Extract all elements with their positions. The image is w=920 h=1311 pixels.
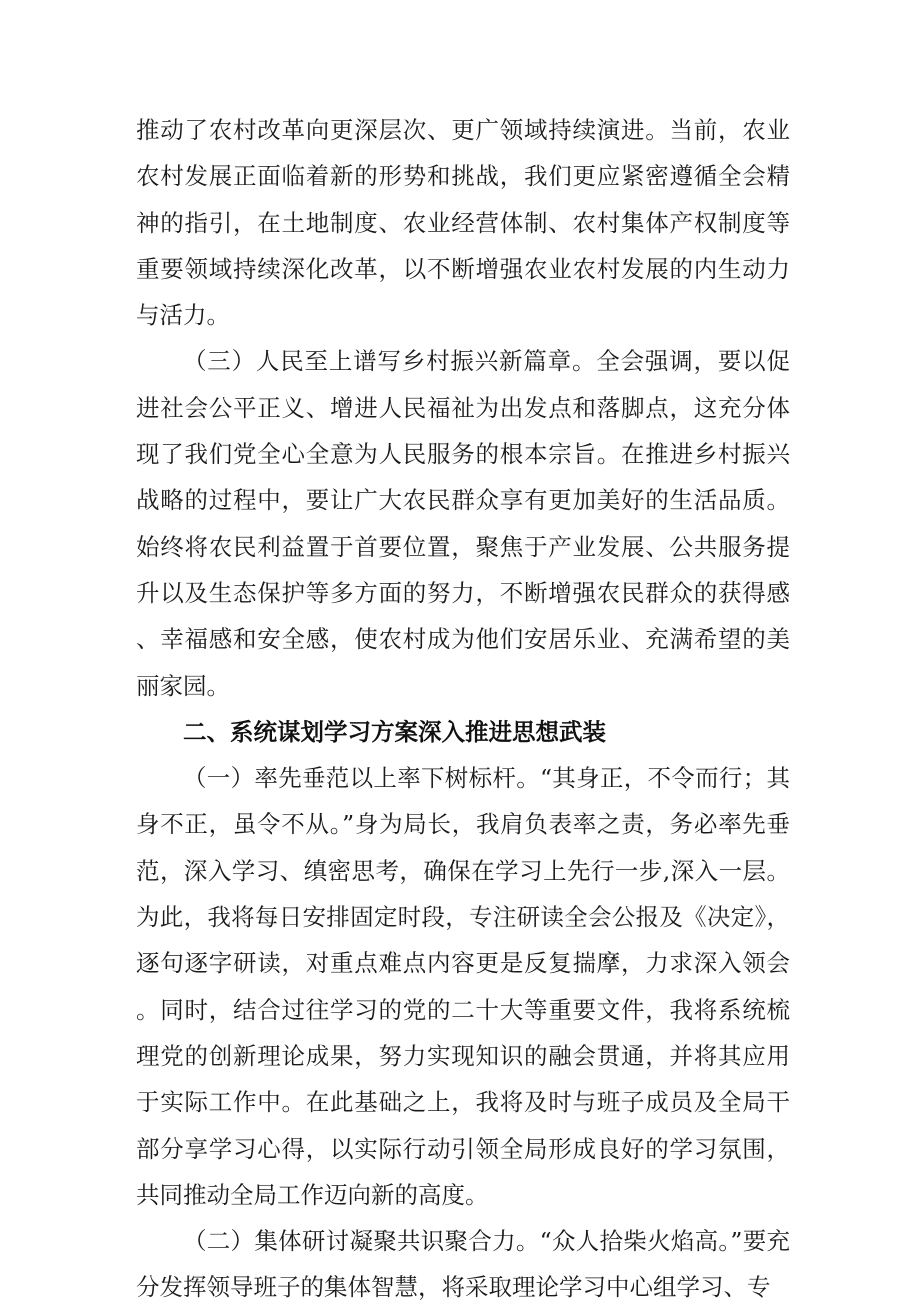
paragraph-section-3: （三）人民至上谱写乡村振兴新篇章。全会强调，要以促进社会公平正义、增进人民福祉为出发点和落脚点，这充分体现了我们党全心全意为人民服务的根本宗旨。在推进乡村振兴战略的过程中，要让广大农民群众享有更加美好的生活品质。始终将农民利益置于首要位置，聚焦于产业发展、公共服务提升以及生态保护等多方面的努力，不断增强农民群众的获得感、幸福感和安全感，使农村成为他们安居乐业、充满希望的美丽家园。 xyxy=(136,347,790,700)
paragraph-subsection-1: （一）率先垂范以上率下树标杆。“其身正，不令而行；其身不正，虽令不从。”身为局长，我肩负表率之责，务必率先垂范，深入学习、缜密思考，确保在学习上先行一步,深入一层。为此，我将每日安排固定时段，专注研读全会公报及《决定》，逐句逐字研读，对重点难点内容更是反复揣摩，力求深入领会。同时，结合过往学习的党的二十大等重要文件，我将系统梳理党的创新理论成果，努力实现知识的融会贯通，并将其应用于实际工作中。在此基础之上，我将及时与班子成员及全局干部分享学习心得，以实际行动引领全局形成良好的学习氛围，共同推动全局工作迈向新的高度。 xyxy=(136,764,790,1209)
paragraph-subsection-2: （二）集体研讨凝聚共识聚合力。“众人拾柴火焰高。”要充分发挥领导班子的集体智慧，将采取理论学习中心组学习、专 xyxy=(136,1227,790,1302)
document-body xyxy=(136,107,790,1311)
paragraph-continuation: 推动了农村改革向更深层次、更广领域持续演进。当前，农业农村发展正面临着新的形势和挑战，我们更应紧密遵循全会精神的指引，在土地制度、农业经营体制、农村集体产权制度等重要领域持续深化改革，以不断增强农业农村发展的内生动力与活力。 xyxy=(136,116,790,330)
section-heading-2: 二、系统谋划学习方案深入推进思想武装 xyxy=(183,717,606,746)
